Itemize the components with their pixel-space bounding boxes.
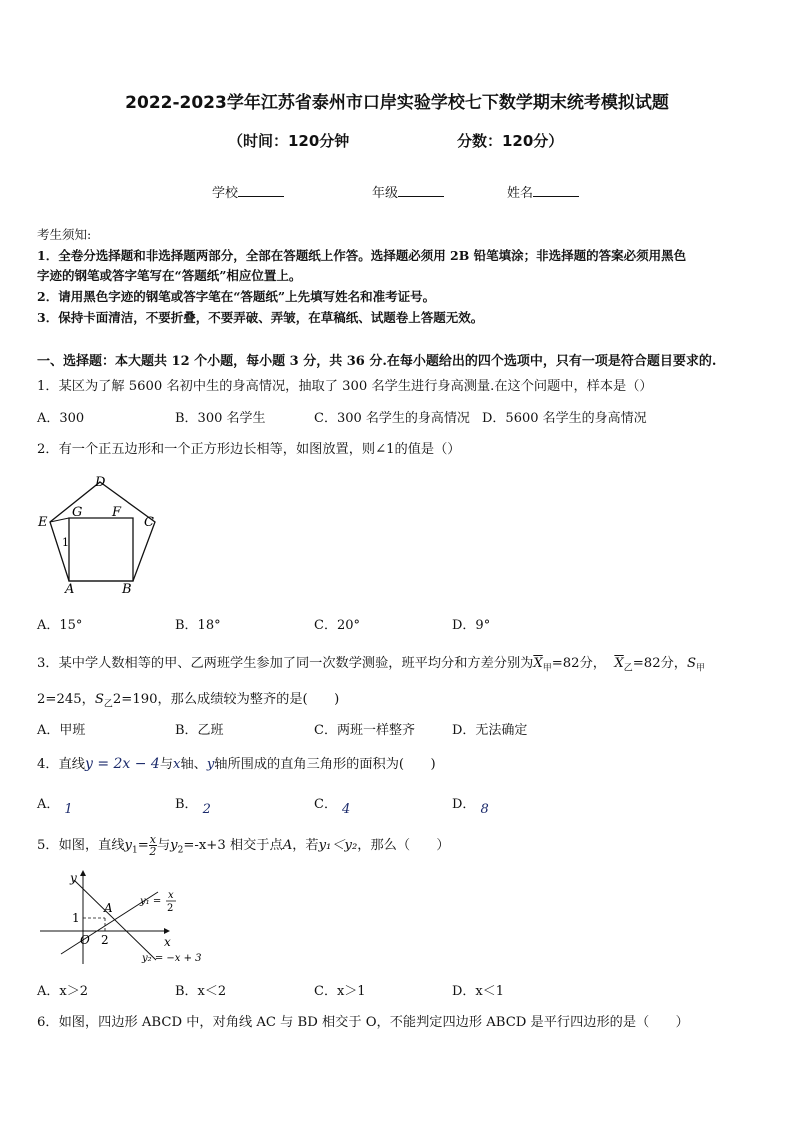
grade-label: 年级	[372, 186, 399, 201]
exam-time: （时间：120分钟	[228, 132, 350, 150]
label-f: F	[112, 505, 122, 520]
question-2-stem: 2．有一个正五边形和一个正方形边长相等，如图放置，则∠1的值是（）	[37, 442, 461, 457]
q3-option-a: A．甲班	[37, 723, 86, 738]
q3-option-b: B．乙班	[175, 723, 224, 738]
notice-line-2: 2．请用黑色字迹的钢笔或答字笔在“答题纸”上先填写姓名和准考证号。	[37, 289, 436, 304]
q1-option-b: B．300 名学生	[175, 411, 266, 426]
x-axis-var: x	[173, 757, 181, 772]
grade-field	[372, 182, 444, 201]
q5-option-b: B．x＜2	[175, 984, 227, 999]
q4-stem-a: 4．直线	[37, 757, 85, 772]
q4-option-b: B． 2	[175, 797, 211, 817]
variance-yi-symbol: S	[94, 692, 104, 707]
pentagon-shape	[50, 482, 155, 581]
school-field	[212, 182, 284, 201]
page-title: 2022-2023学年江苏省泰州市口岸实验学校七下数学期末统考模拟试题	[125, 93, 669, 113]
school-label: 学校	[212, 186, 239, 201]
q5-stem-a: 5．如图，直线	[37, 838, 125, 853]
q5-option-d: D．x＜1	[452, 984, 505, 999]
mean-jia-value: =82分，	[551, 656, 606, 671]
mean-yi-symbol: $\overline{X}$	[614, 656, 624, 671]
q5-option-a: A．x＞2	[37, 984, 88, 999]
pentagon-square-figure	[36, 470, 166, 595]
q5-option-c: C．x＞1	[314, 984, 366, 999]
question-5-stem: 5．如图，直线$y_1=$ $\frac{x}{2}$ 与$y_2=-x+3$ 相交于点A，若y₁＜y₂，那么（ ）	[37, 833, 450, 858]
label-e: E	[38, 515, 48, 530]
q4-option-d: D． 8	[452, 797, 489, 817]
y-tick-1: 1	[72, 911, 80, 925]
label-b: B	[122, 582, 132, 595]
yi-subscript: 乙	[623, 663, 633, 674]
graph-x-label: x	[164, 935, 171, 949]
notice-line-1b: 字迹的钢笔或答字笔写在“答题纸”相应位置上。	[37, 268, 302, 283]
origin-label: O	[80, 933, 90, 947]
q1-option-a: A．300	[37, 411, 85, 426]
notice-heading: 考生须知:	[37, 227, 92, 242]
q1-option-d: D．5600 名学生的身高情况	[482, 411, 647, 426]
variance-yi-value: 2=190，那么成绩较为整齐的是( )	[112, 692, 340, 707]
name-field	[507, 182, 579, 201]
q2-option-c: C．20°	[314, 618, 360, 633]
notice-line-3: 3．保持卡面清洁，不要折叠，不要弄破、弄皱，在草稿纸、试题卷上答题无效。	[37, 310, 484, 325]
intersection-a-label: A	[104, 901, 113, 915]
label-a: A	[65, 582, 75, 595]
label-g: G	[72, 505, 83, 520]
question-6-stem: 6．如图，四边形 ABCD 中，对角线 AC 与 BD 相交于 O，不能判定四边形 ABCD 是平行四边形的是（ ）	[37, 1015, 689, 1030]
line-y1-label: y₁ =	[140, 896, 162, 907]
yi2-subscript: 乙	[103, 699, 113, 710]
question-3-line2	[37, 688, 339, 710]
svg-text:2: 2	[167, 903, 174, 914]
q4-stem-d: 轴所围成的直角三角形的面积为( )	[214, 757, 436, 772]
q1-option-c: C．300 名学生的身高情况	[314, 411, 470, 426]
variance-jia-symbol: S	[686, 656, 697, 671]
line-equation: y = 2x − 4	[84, 756, 160, 772]
name-label: 姓名	[507, 186, 534, 201]
q3-stem-text: 3．某中学人数相等的甲、乙两班学生参加了同一次数学测验，班平均分和方差分别为	[37, 656, 534, 671]
q2-option-d: D．9°	[452, 618, 491, 633]
x-tick-2: 2	[101, 933, 109, 947]
mean-yi-value: =82分，	[632, 656, 687, 671]
jia-subscript: 甲	[542, 663, 552, 674]
mean-jia-symbol: $\overline{X}$	[533, 656, 543, 671]
line-y2	[74, 880, 156, 960]
y-axis-var: y	[206, 757, 215, 772]
q4-stem-c: 轴、	[180, 757, 207, 772]
q3-option-c: C．两班一样整齐	[314, 723, 415, 738]
q3-option-d: D．无法确定	[452, 723, 528, 738]
svg-text:x: x	[168, 890, 174, 901]
question-4-stem	[37, 753, 436, 772]
line-graph-figure	[36, 868, 216, 968]
notice-line-1a: 1．全卷分选择题和非选择题两部分，全部在答题纸上作答。选择题必须用 2B 铅笔填涂；非选择题的答案必须用黑色	[37, 248, 687, 263]
q4-option-a: A． 1	[37, 797, 73, 817]
question-1-stem: 1．某区为了解 5600 名初中生的身高情况，抽取了 300 名学生进行身高测量.在这个问题中，样本是（）	[37, 379, 653, 394]
exam-score: 分数：120分）	[457, 132, 564, 150]
section-heading: 一、选择题：本大题共 12 个小题，每小题 3 分，共 36 分.在每小题给出的四个选项中，只有一项是符合题目要求的.	[37, 354, 717, 369]
angle-1-label: 1	[62, 536, 69, 549]
fraction-x-over-2: $\frac{x}{2}$	[149, 833, 157, 858]
question-3-stem: 3．某中学人数相等的甲、乙两班学生参加了同一次数学测验，班平均分和方差分别为$\overline{X}_甲=82$分， $\overline{X}_乙=82$分，$S_甲$	[37, 656, 706, 674]
label-c: C	[144, 515, 154, 530]
condition-y1-lt-y2: y₁＜y₂	[318, 838, 358, 853]
square-shape	[69, 518, 133, 581]
q2-option-b: B．18°	[175, 618, 221, 633]
variance-jia-value: 2=245，	[37, 692, 95, 707]
q4-option-c: C． 4	[314, 797, 351, 817]
line-y2-label: y₂ = −x + 3	[142, 953, 202, 964]
q2-option-a: A．15°	[37, 618, 83, 633]
q4-stem-b: 与	[159, 757, 174, 772]
label-d: D	[95, 475, 106, 490]
graph-y-label: y	[70, 871, 77, 885]
